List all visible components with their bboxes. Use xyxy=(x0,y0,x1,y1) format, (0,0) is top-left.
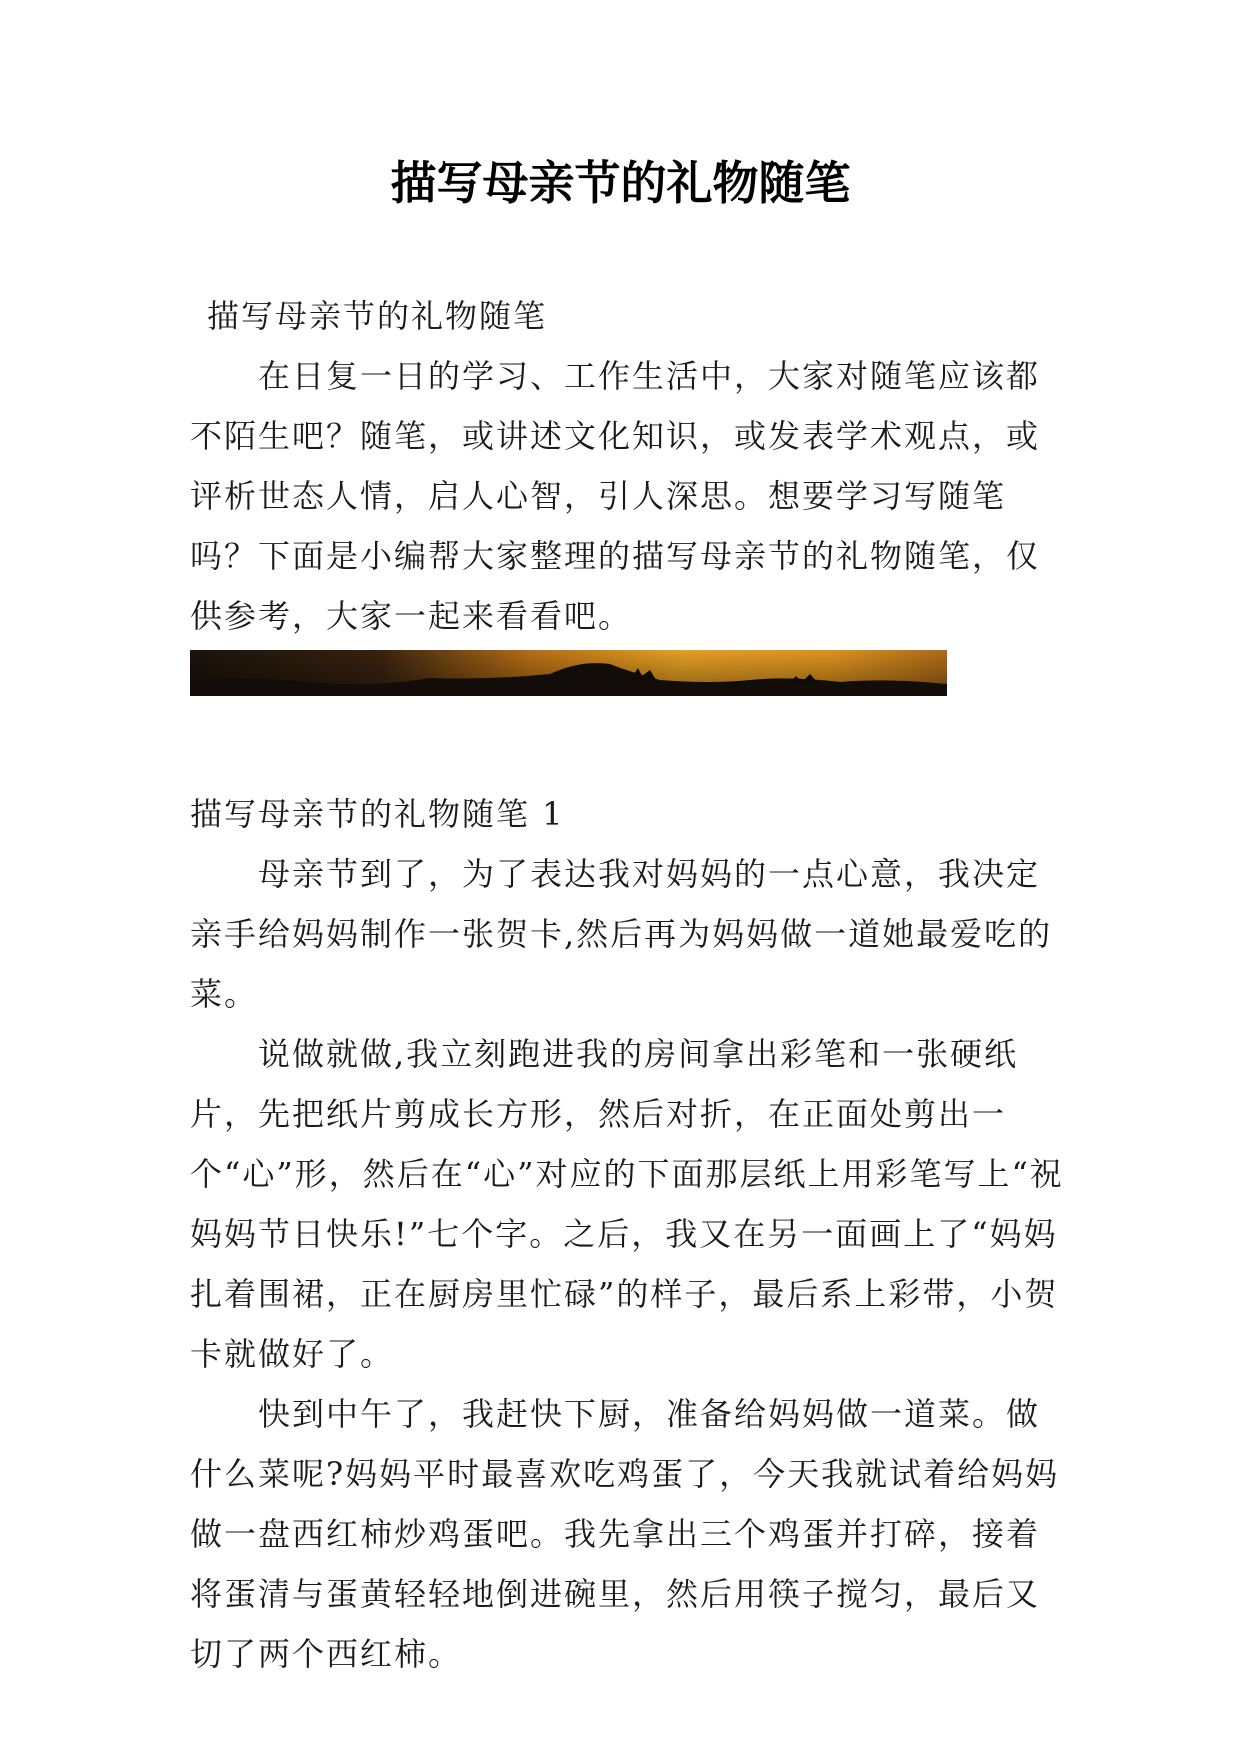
intro-paragraph: 在日复一日的学习、工作生活中，大家对随笔应该都不陌生吧？随笔，或讲述文化知识，或发表学术观点，或评析世态人情，启人心智，引人深思。想要学习写随笔吗？下面是小编帮大家整理的描写母亲节的礼物随笔，仅供参考，大家一起来看看吧。 xyxy=(190,357,1041,635)
document-title: 描写母亲节的礼物随笔 xyxy=(390,156,851,210)
sunset-banner-image xyxy=(190,650,947,696)
body-paragraph: 母亲节到了，为了表达我对妈妈的一点心意，我决定亲手给妈妈制作一张贺卡,然后再为妈妈做一道她最爱吃的菜。 xyxy=(190,855,1053,1013)
section-heading: 描写母亲节的礼物随笔 1 xyxy=(190,795,565,833)
document-body xyxy=(190,286,1070,1684)
body-paragraph: 说做就做,我立刻跑进我的房间拿出彩笔和一张硬纸片，先把纸片剪成长方形，然后对折，在正面处剪出一个“心”形，然后在“心”对应的下面那层纸上用彩笔写上“祝妈妈节日快乐!”七个字。之后，我又在另一面画上了“妈妈扎着围裙，正在厨房里忙碌”的样子，最后系上彩带，小贺卡就做好了。 xyxy=(190,1035,1064,1373)
body-paragraph: 快到中午了，我赶快下厨，准备给妈妈做一道菜。做什么菜呢?妈妈平时最喜欢吃鸡蛋了，今天我就试着给妈妈做一盘西红柿炒鸡蛋吧。我先拿出三个鸡蛋并打碎，接着将蛋清与蛋黄轻轻地倒进碗里，然后用筷子搅匀，最后又切了两个西红柿。 xyxy=(190,1395,1060,1673)
document-subtitle: 描写母亲节的礼物随笔 xyxy=(207,297,548,335)
